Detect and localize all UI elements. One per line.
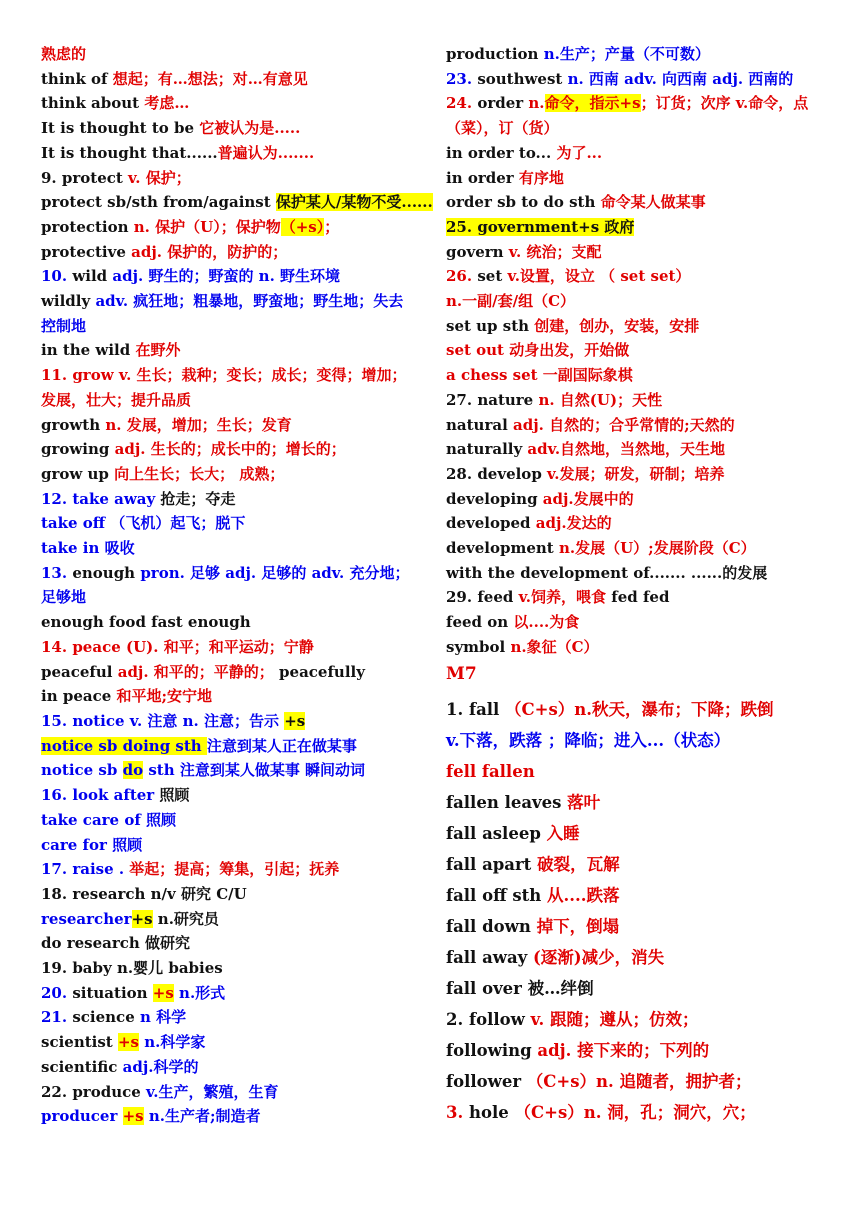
line-text: 28. develop xyxy=(446,464,548,483)
line-text: in order to... xyxy=(446,143,557,162)
line-text: growing xyxy=(41,440,115,459)
vocab-line xyxy=(446,1066,841,1097)
vocab-line xyxy=(41,338,426,363)
line-text: n. 西南 adv. 向西南 adj. 西南的 xyxy=(567,69,794,88)
line-text: 普遍认为....... xyxy=(217,143,315,162)
line-text: v.生产，繁殖，生育 xyxy=(146,1082,279,1101)
vocab-line xyxy=(446,725,841,756)
line-text: 22. produce xyxy=(41,1082,147,1101)
line-text: 发展，壮大；提升品质 xyxy=(41,390,192,409)
vocab-line xyxy=(446,1097,841,1128)
vocab-line xyxy=(41,783,426,808)
line-text: 熟虑的 xyxy=(41,45,87,63)
vocab-line xyxy=(41,1030,426,1055)
line-text: in the wild xyxy=(41,341,136,360)
line-text: adj. 野生的；野蛮的 n. 野生环境 xyxy=(112,267,341,286)
line-text: researcher xyxy=(41,909,132,928)
line-text: grow up xyxy=(41,464,115,483)
line-text: 破裂，瓦解 xyxy=(537,854,620,874)
vocab-line xyxy=(41,1080,426,1105)
line-text: 从....跌落 xyxy=(547,885,620,905)
m7-section xyxy=(446,694,841,1128)
vocab-line xyxy=(41,931,426,956)
highlighted-text: +s xyxy=(152,983,174,1002)
line-text: producer xyxy=(41,1107,123,1126)
line-text: 13. xyxy=(41,563,68,582)
line-text: fell fallen xyxy=(446,761,535,781)
line-text: 落叶 xyxy=(567,792,601,812)
line-text: with the development of....... ......的发展 xyxy=(446,563,768,582)
line-text: set up sth xyxy=(446,316,535,335)
vocab-line xyxy=(446,388,841,413)
vocab-line xyxy=(41,215,426,240)
line-text: 吸收 xyxy=(104,539,135,558)
line-text: (逐渐)减少，消失 xyxy=(533,947,665,967)
vocab-line xyxy=(41,289,426,314)
left-column xyxy=(41,42,433,1129)
vocab-line xyxy=(41,511,426,536)
line-text: 11. grow xyxy=(41,366,119,385)
line-text: n. 保护（U）；保护物 xyxy=(133,217,281,236)
line-text: 照顾 xyxy=(146,810,177,829)
line-text: do research xyxy=(41,934,146,953)
line-text: n.象征（C） xyxy=(510,637,599,656)
line-text: 举起；提高；筹集，引起；抚养 xyxy=(129,860,340,879)
vocab-line xyxy=(41,166,426,191)
vocab-line xyxy=(446,314,841,339)
highlighted-text: do xyxy=(122,761,144,780)
line-text: n.发展（U）;发展阶段（C） xyxy=(558,539,756,558)
line-text: 掉下，倒塌 xyxy=(536,916,620,936)
vocab-line xyxy=(446,610,841,635)
line-text: a chess set xyxy=(446,366,543,385)
line-text: 10. xyxy=(41,267,68,286)
line-text: enough food fast enough xyxy=(41,613,251,632)
line-text: southwest xyxy=(472,69,568,88)
vocab-line xyxy=(446,67,841,92)
line-text: adj.发达的 xyxy=(535,514,612,533)
line-text: 17. raise . xyxy=(41,860,130,879)
line-text: science xyxy=(67,1008,140,1027)
line-text: v.下落，跌落 ；降临；进入...（状态） xyxy=(446,730,731,750)
line-text: following xyxy=(446,1040,538,1060)
line-text: adv. 疯狂地；粗暴地，野蛮地；野生地；失去 xyxy=(95,292,404,311)
vocab-line xyxy=(41,190,433,215)
vocab-line xyxy=(41,956,426,981)
line-text: v. 跟随；遵从；仿效； xyxy=(530,1009,699,1029)
highlighted-text: +s xyxy=(117,1033,139,1052)
line-text: 抢走；夺走 xyxy=(160,489,236,508)
line-text: 9. protect xyxy=(41,168,129,187)
line-text: n. 发展，增加；生长；发育 xyxy=(105,415,292,434)
line-text: order xyxy=(472,94,529,113)
line-text: fall away xyxy=(446,947,533,967)
line-text: adj. 接下来的；下列的 xyxy=(537,1040,710,1060)
line-text: scientist xyxy=(41,1033,118,1052)
vocab-line xyxy=(446,849,841,880)
line-text: 照顾 xyxy=(112,835,143,854)
vocab-line xyxy=(41,808,426,833)
line-text: developed xyxy=(446,514,536,533)
line-text: fall down xyxy=(446,916,537,936)
vocab-line xyxy=(41,1055,426,1080)
line-text: 向上生长；长大； 成熟； xyxy=(114,464,285,483)
line-text: fall off sth xyxy=(446,885,548,905)
section-heading-m7 xyxy=(446,660,841,688)
vocab-line xyxy=(41,610,426,635)
vocab-line xyxy=(41,561,426,586)
highlighted-text: （+s） xyxy=(280,217,325,236)
line-text: peacefully xyxy=(273,662,365,681)
vocab-line xyxy=(446,462,841,487)
line-text: n.一副/套/组（C） xyxy=(446,292,576,311)
line-text: 3. xyxy=(446,1102,464,1122)
line-text: development xyxy=(446,539,559,558)
line-text: （C+s）n. 追随者，拥护者； xyxy=(526,1071,752,1091)
vocab-line xyxy=(41,487,426,512)
vocab-line xyxy=(41,240,426,265)
vocab-line xyxy=(446,536,841,561)
line-text: scientific xyxy=(41,1057,123,1076)
line-text: 它被认为是..... xyxy=(199,119,301,138)
vocab-line xyxy=(41,684,426,709)
line-text: adj. 和平的；平静的； xyxy=(117,662,274,681)
line-text: situation xyxy=(67,983,153,1002)
vocab-line xyxy=(41,758,426,783)
vocab-line xyxy=(446,942,841,973)
line-text: 创建，创办，安装，安排 xyxy=(534,316,700,335)
vocab-line xyxy=(41,857,426,882)
vocab-line xyxy=(41,1104,426,1129)
line-text: set out xyxy=(446,341,510,360)
vocab-line xyxy=(446,487,841,512)
vocab-line xyxy=(41,91,426,116)
line-text: （飞机）起飞；脱下 xyxy=(110,514,246,533)
line-text: protection xyxy=(41,217,134,236)
line-text: 1. fall xyxy=(446,699,506,719)
vocab-line xyxy=(446,166,841,191)
vocab-line xyxy=(41,462,426,487)
line-text: naturally xyxy=(446,440,528,459)
line-text: enough xyxy=(67,563,141,582)
vocab-line xyxy=(41,907,426,932)
vocab-line xyxy=(41,413,426,438)
highlighted-text: 25. government+s xyxy=(446,217,605,236)
line-text: production xyxy=(446,45,544,63)
line-text: （C+s）n.秋天，瀑布；下降；跌倒 xyxy=(505,699,774,719)
vocab-line xyxy=(446,338,841,363)
line-text: sth 注意到某人做某事 瞬间动词 xyxy=(143,761,366,780)
line-text: 被…绊倒 xyxy=(527,978,594,998)
highlighted-text: +s xyxy=(131,909,153,928)
line-text: It is thought that...... xyxy=(41,143,218,162)
vocab-line xyxy=(41,1005,426,1030)
line-text: protect sb/sth from/against xyxy=(41,193,276,212)
line-text: n 科学 xyxy=(139,1008,187,1027)
line-text: care for xyxy=(41,835,113,854)
line-text: protective xyxy=(41,242,132,261)
highlighted-text: 保护某人/某物不受...... xyxy=(275,193,433,212)
vocab-line xyxy=(446,973,841,1004)
line-text: 照顾 xyxy=(159,786,190,805)
line-text: （C+s）n. 洞，孔；洞穴，穴； xyxy=(514,1102,756,1122)
vocab-line xyxy=(446,635,841,660)
line-text: 一副国际象棋 xyxy=(542,366,633,385)
line-text: 控制地 xyxy=(41,316,87,335)
vocab-line xyxy=(41,363,426,388)
line-text: order sb to do sth xyxy=(446,193,601,212)
highlighted-text: 政府 xyxy=(604,217,635,236)
vocab-line xyxy=(446,116,841,141)
line-text: adv.自然地，当然地，天生地 xyxy=(527,440,726,459)
line-text: adj.科学的 xyxy=(122,1057,199,1076)
vocab-line xyxy=(41,709,426,734)
line-text: wild xyxy=(67,267,113,286)
vocab-line xyxy=(446,694,841,725)
line-text: fallen leaves xyxy=(446,792,568,812)
vocab-line xyxy=(446,1035,841,1066)
line-text: n.形式 xyxy=(173,983,226,1002)
line-text: 动身出发，开始做 xyxy=(509,341,630,360)
line-text: 23. xyxy=(446,69,473,88)
vocab-line xyxy=(446,42,841,67)
vocab-line xyxy=(446,818,841,849)
line-text: 18. research n/v xyxy=(41,884,181,903)
line-text: 做研究 xyxy=(145,934,191,953)
line-text: 研究 xyxy=(180,884,211,903)
line-text: n.生产；产量（不可数） xyxy=(543,45,710,63)
line-text: M7 xyxy=(446,663,477,684)
line-text: babies xyxy=(163,959,223,978)
line-text: 29. feed xyxy=(446,588,519,607)
line-text: 12. take away xyxy=(41,489,161,508)
line-text: 24. xyxy=(446,94,473,113)
line-text: v. 统治；支配 xyxy=(508,242,602,261)
line-text: fall over xyxy=(446,978,528,998)
line-text: adj. 自然的；合乎常情的;天然的 xyxy=(513,415,735,434)
line-text: notice sb xyxy=(41,761,123,780)
line-text: 在野外 xyxy=(135,341,181,360)
highlighted-text: +s xyxy=(122,1107,144,1126)
line-text: pron. 足够 adj. 足够的 adv. 充分地； xyxy=(140,563,410,582)
vocab-line xyxy=(446,363,841,388)
line-text: n. xyxy=(528,94,545,113)
line-text: 和平地;安宁地 xyxy=(116,687,213,706)
vocab-line xyxy=(446,585,841,610)
line-text: take off xyxy=(41,514,111,533)
line-text: n.科学家 xyxy=(138,1033,206,1052)
vocab-line xyxy=(41,264,426,289)
vocab-line xyxy=(41,141,426,166)
vocab-line xyxy=(41,660,426,685)
line-text: C/U xyxy=(210,884,247,903)
line-text: fall asleep xyxy=(446,823,547,843)
vocab-line xyxy=(446,511,841,536)
vocab-line xyxy=(41,585,426,610)
vocab-line xyxy=(446,215,841,240)
vocab-line xyxy=(41,67,426,92)
line-text: 20. xyxy=(41,983,68,1002)
line-text: fed fed xyxy=(606,588,670,607)
vocab-line xyxy=(41,635,426,660)
vocab-line xyxy=(446,561,841,586)
vocab-line xyxy=(446,190,841,215)
highlighted-text: notice sb doing sth xyxy=(41,736,207,755)
line-text: fall apart xyxy=(446,854,538,874)
line-text: ；订货；次序 v.命令，点 xyxy=(640,94,809,113)
line-text: 15. notice xyxy=(41,711,130,730)
vocab-line xyxy=(446,141,841,166)
highlighted-text: +s xyxy=(284,711,306,730)
line-text: in peace xyxy=(41,687,117,706)
line-text: 婴儿 xyxy=(133,959,164,978)
line-text: v.发展；研发，研制；培养 xyxy=(547,464,725,483)
line-text: natural xyxy=(446,415,514,434)
line-text: 26. xyxy=(446,267,473,286)
line-text: v. 注意 n. 注意；告示 xyxy=(129,711,285,730)
line-text: n. 自然(U)；天性 xyxy=(538,390,663,409)
line-text: take care of xyxy=(41,810,147,829)
line-text: 入睡 xyxy=(546,823,580,843)
line-text: n.生产者;制造者 xyxy=(143,1107,261,1126)
line-text: 19. baby n. xyxy=(41,959,134,978)
vocab-line xyxy=(446,91,841,116)
line-text: ； xyxy=(324,217,340,236)
vocab-line xyxy=(446,756,841,787)
line-text: in order xyxy=(446,168,519,187)
vocab-line xyxy=(41,833,426,858)
line-text: 为了... xyxy=(556,143,603,162)
line-text: 命令某人做某事 xyxy=(600,193,706,212)
vocab-line xyxy=(41,734,426,759)
vocab-line xyxy=(446,911,841,942)
line-text: growth xyxy=(41,415,106,434)
vocab-line xyxy=(41,42,426,67)
vocab-line xyxy=(41,981,426,1006)
line-text: (U). 和平；和平运动；宁静 xyxy=(125,637,314,656)
vocab-line xyxy=(41,882,426,907)
line-text: 考虑… xyxy=(144,94,190,113)
line-text: 注意到某人正在做某事 xyxy=(206,736,357,755)
line-text: It is thought to be xyxy=(41,119,200,138)
line-text: think about xyxy=(41,94,145,113)
line-text: 足够地 xyxy=(41,588,87,607)
line-text: 16. look after xyxy=(41,786,160,805)
line-text: （菜），订（货） xyxy=(446,119,559,138)
right-column xyxy=(446,42,841,1128)
line-text: symbol xyxy=(446,637,511,656)
line-text: 2. follow xyxy=(446,1009,531,1029)
line-text: n.研究员 xyxy=(152,909,219,928)
line-text: take in xyxy=(41,539,105,558)
line-text: 以....为食 xyxy=(513,613,580,632)
line-text: feed on xyxy=(446,613,514,632)
line-text: follower xyxy=(446,1071,527,1091)
vocab-line xyxy=(41,536,426,561)
vocab-line xyxy=(41,437,426,462)
vocab-line xyxy=(446,413,841,438)
vocab-line xyxy=(446,289,841,314)
vocab-line xyxy=(446,1004,841,1035)
line-text: peaceful xyxy=(41,662,118,681)
line-text: 有序地 xyxy=(518,168,564,187)
vocab-line xyxy=(446,880,841,911)
line-text: think of xyxy=(41,69,113,88)
line-text: adj. 保护的，防护的； xyxy=(131,242,288,261)
vocab-line xyxy=(41,388,426,413)
vocab-line xyxy=(446,787,841,818)
line-text: v. 保护； xyxy=(128,168,191,187)
line-text: v.设置，设立 （ set set） xyxy=(507,267,691,286)
line-text: v. 生长；栽种；变长；成长；变得；增加； xyxy=(118,366,407,385)
vocab-line xyxy=(446,437,841,462)
highlighted-text: 命令，指示+s xyxy=(544,94,641,113)
line-text: adj.发展中的 xyxy=(542,489,634,508)
line-text: 14. peace xyxy=(41,637,126,656)
line-text: set xyxy=(472,267,508,286)
line-text: govern xyxy=(446,242,509,261)
vocab-line xyxy=(41,116,426,141)
vocab-line xyxy=(446,264,841,289)
line-text: v.饲养，喂食 xyxy=(518,588,607,607)
line-text: 27. nature xyxy=(446,390,539,409)
line-text: developing xyxy=(446,489,543,508)
line-text: 想起；有…想法；对…有意见 xyxy=(112,69,308,88)
line-text: 21. xyxy=(41,1008,68,1027)
line-text: hole xyxy=(463,1102,515,1122)
vocab-line xyxy=(446,240,841,265)
line-text: wildly xyxy=(41,292,96,311)
vocab-line xyxy=(41,314,426,339)
line-text: adj. 生长的；成长中的；增长的； xyxy=(114,440,346,459)
right-column-entries xyxy=(446,42,841,688)
